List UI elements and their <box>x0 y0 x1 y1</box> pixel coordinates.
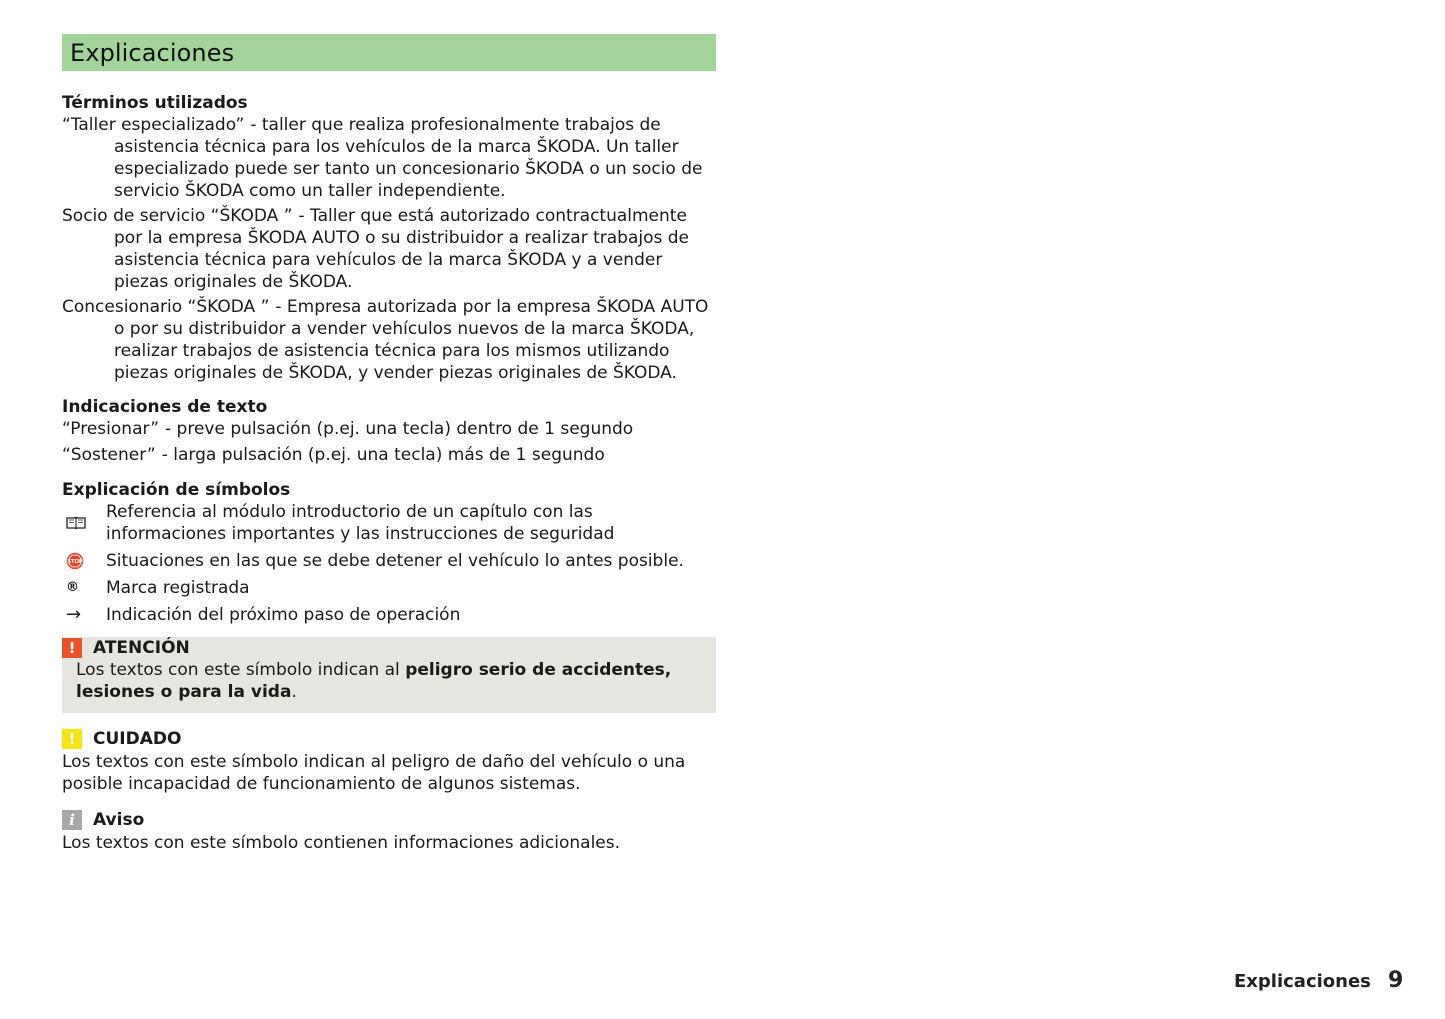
caution-notice-header <box>62 727 716 751</box>
symbol-desc: Marca registrada <box>106 578 250 598</box>
book-icon <box>62 516 106 530</box>
stop-icon-label: STOP <box>67 559 83 566</box>
indications-heading: Indicaciones de texto <box>62 397 268 417</box>
footer-section-title: Explicaciones <box>1234 971 1371 992</box>
indication-key: “Presionar” <box>62 419 159 439</box>
term-item <box>62 114 716 202</box>
indication-text: - preve pulsación (p.ej. una tecla) dentro de 1 segundo <box>165 419 634 439</box>
term-key: Socio de servicio “ŠKODA ” <box>62 206 293 226</box>
page-title-bar <box>62 34 716 71</box>
danger-text: Los textos con este símbolo indican al <box>76 660 406 680</box>
content-column <box>62 92 716 854</box>
info-notice-body: Los textos con este símbolo contienen informaciones adicionales. <box>62 833 621 853</box>
indication-item <box>62 444 716 466</box>
info-notice <box>62 808 716 854</box>
terms-heading: Términos utilizados <box>62 93 248 113</box>
danger-text-bold: peligro serio de accidentes, lesiones o para la vida <box>76 660 672 702</box>
symbol-desc: Indicación del próximo paso de operación <box>106 605 461 625</box>
caution-icon: ! <box>62 729 82 749</box>
symbols-heading: Explicación de símbolos <box>62 480 291 500</box>
danger-notice <box>62 637 716 713</box>
term-item <box>62 296 716 384</box>
danger-notice-header <box>62 637 702 659</box>
danger-notice-body <box>76 659 702 703</box>
term-text: - Empresa autorizada por la empresa ŠKODA AUTO o por su distribuidor a vender vehículos nuevos de la marca ŠKODA, realizar trabajos de asistencia técnica para los mismos utilizando piezas originales de ŠKODA, y vender piezas originales de ŠKODA. <box>114 297 709 383</box>
caution-notice-body: Los textos con este símbolo indican al peligro de daño del vehículo o una posible incapacidad de funcionamiento de algunos sistemas. <box>62 752 686 794</box>
danger-notice-title: ATENCIÓN <box>93 638 190 658</box>
term-key: Concesionario “ŠKODA ” <box>62 297 270 317</box>
danger-icon: ! <box>62 638 82 658</box>
danger-text-end: . <box>291 682 297 702</box>
indication-text: - larga pulsación (p.ej. una tecla) más de 1 segundo <box>161 445 605 465</box>
caution-notice-title: CUIDADO <box>93 729 182 749</box>
registered-icon: ® <box>66 580 79 595</box>
info-notice-title: Aviso <box>93 810 145 830</box>
info-icon: i <box>62 810 82 830</box>
symbol-row <box>62 604 716 626</box>
symbol-desc: Situaciones en las que se debe detener el vehículo lo antes posible. <box>106 551 684 571</box>
page-number: 9 <box>1388 968 1404 993</box>
term-key: “Taller especializado” <box>62 115 245 135</box>
page-title: Explicaciones <box>70 38 235 67</box>
info-notice-header <box>62 808 716 832</box>
symbols-list <box>62 501 716 626</box>
term-text: - Taller que está autorizado contractualmente por la empresa ŠKODA AUTO o su distribuidor a realizar trabajos de asistencia técnica para vehículos de la marca ŠKODA y a vender piezas originales de ŠKODA. <box>114 206 690 292</box>
caution-notice <box>62 727 716 795</box>
symbol-row <box>62 577 716 599</box>
term-text: - taller que realiza profesionalmente trabajos de asistencia técnica para los vehículos de la marca ŠKODA. Un taller especializado puede ser tanto un concesionario ŠKODA o un socio de servicio ŠKODA como un taller independiente. <box>114 115 703 201</box>
symbol-row <box>62 501 716 545</box>
arrow-right-icon: → <box>66 604 82 625</box>
stop-icon <box>62 552 106 570</box>
indication-key: “Sostener” <box>62 445 156 465</box>
symbol-row <box>62 550 716 572</box>
indication-item <box>62 418 716 440</box>
symbol-desc: Referencia al módulo introductorio de un capítulo con las informaciones importantes y las instrucciones de seguridad <box>106 502 615 544</box>
term-item <box>62 205 716 293</box>
